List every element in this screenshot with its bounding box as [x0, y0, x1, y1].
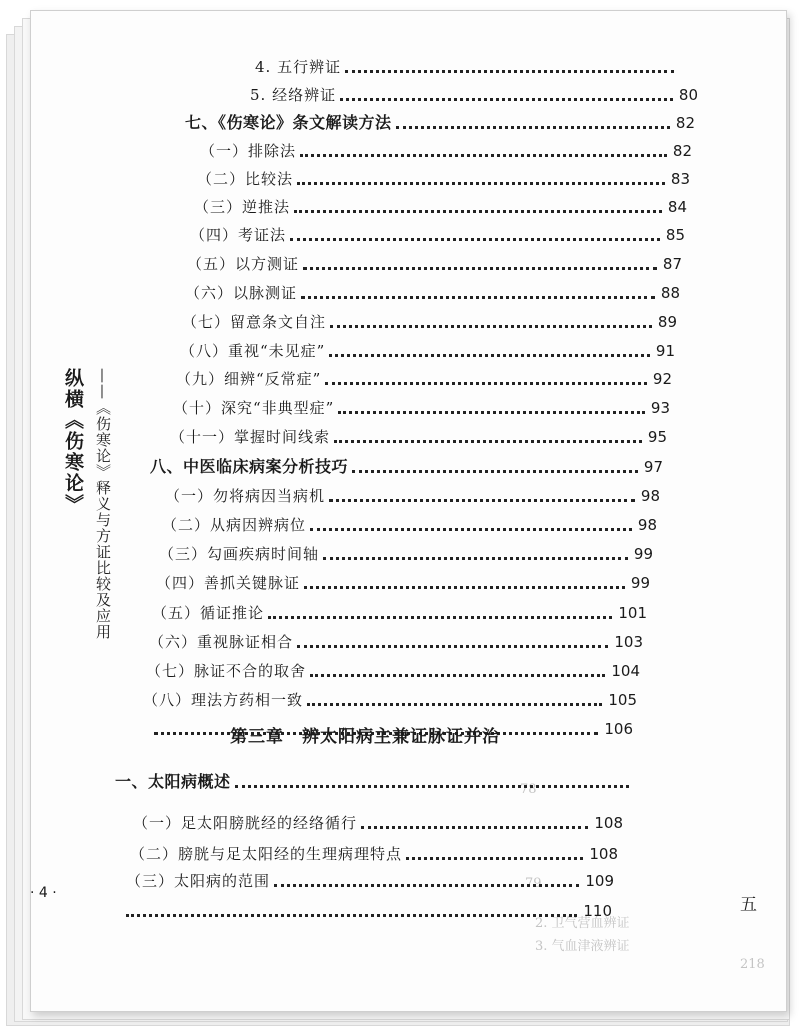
toc-entry: [250, 78, 698, 104]
toc-entry-label: （五）以方测证: [187, 255, 300, 273]
toc-entry: [146, 654, 640, 680]
toc-entry-page: 109: [585, 872, 614, 890]
dot-leader: [290, 238, 660, 241]
toc-entry-label: （二）膀胱与足太阳经的生理病理特点: [130, 845, 403, 863]
toc-entry-label: （三）勾画疾病时间轴: [159, 545, 320, 563]
toc-entry-page: 83: [670, 170, 690, 188]
toc-entry-label: 七、《伤寒论》条文解读方法: [185, 113, 392, 132]
toc-entry: [173, 391, 670, 417]
toc-entry: [194, 190, 687, 216]
toc-entry-page: 99: [633, 545, 653, 563]
toc-entry: [176, 362, 672, 388]
dot-leader: [334, 440, 642, 443]
dot-leader: [268, 616, 612, 619]
dot-leader: [301, 296, 655, 299]
toc-entry-label: （六）以脉测证: [185, 284, 298, 302]
toc-entry-label: （六）重视脉证相合: [149, 633, 294, 651]
toc-entry: [126, 864, 614, 890]
dot-leader: [126, 914, 577, 917]
dot-leader: [361, 826, 588, 829]
chapter-title: 辨太阳病主兼证脉证并治: [302, 727, 500, 747]
toc-entry: [149, 625, 643, 651]
dot-leader: [338, 411, 645, 414]
toc-entry: [162, 508, 657, 534]
bleed-through-number: 79: [525, 876, 542, 891]
toc-entry-page: 91: [655, 342, 675, 360]
toc-entry: [130, 837, 618, 863]
toc-entry: [165, 479, 660, 505]
toc-entry: [180, 334, 675, 360]
dot-leader: [325, 382, 647, 385]
toc-entry: [182, 305, 677, 331]
toc-entry-page: 88: [660, 284, 680, 302]
dot-leader: [340, 98, 673, 101]
toc-entry: [190, 218, 685, 244]
chapter-number: 第三章: [230, 727, 284, 747]
spine-subtitle: ——《伤寒论》释义与方证比较及应用: [94, 368, 112, 640]
bleed-through-number: 78: [520, 782, 537, 797]
dot-leader: [297, 645, 608, 648]
toc-entry-label: 八、中医临床病案分析技巧: [150, 457, 349, 476]
bleed-through-text: 3. 气血津液辨证: [535, 939, 630, 954]
bleed-through-text: 2. 卫气营血辨证: [535, 916, 630, 931]
toc-entry: [115, 765, 635, 791]
toc-entry: [159, 537, 653, 563]
toc-entry-label: （一）排除法: [200, 142, 297, 160]
toc-entry-label: （十一）掌握时间线索: [170, 428, 331, 446]
chapter-heading: [230, 722, 530, 747]
toc-entry: [185, 106, 695, 132]
toc-entry-label: （四）考证法: [190, 226, 287, 244]
toc-entry-label: （七）脉证不合的取舍: [146, 662, 307, 680]
toc-entry-page: 82: [672, 142, 692, 160]
toc-entry-label: （一）足太阳膀胱经的经络循行: [133, 814, 358, 832]
dot-leader: [304, 586, 625, 589]
dot-leader: [323, 557, 628, 560]
toc-entry: [150, 450, 663, 476]
toc-entry-page: 106: [604, 720, 633, 738]
toc-entry-page: 95: [647, 428, 667, 446]
toc-entry: [143, 683, 637, 709]
dot-leader: [307, 703, 602, 706]
toc-entry-label: （四）善抓关键脉证: [156, 574, 301, 592]
toc-entry-page: 84: [667, 198, 687, 216]
toc-entry-page: 103: [614, 633, 643, 651]
toc-entry-page: 108: [594, 814, 623, 832]
dot-leader: [303, 267, 657, 270]
toc-entry: [197, 162, 690, 188]
toc-entry-page: 105: [608, 691, 637, 709]
toc-entry-page: 89: [657, 313, 677, 331]
toc-entry-page: 98: [640, 487, 660, 505]
spine-main-title: 纵横《伤寒论》: [62, 368, 84, 515]
dot-leader: [274, 884, 579, 887]
toc-entry: [152, 596, 647, 622]
dot-leader: [310, 528, 632, 531]
toc-entry-page: 104: [611, 662, 640, 680]
toc-entry-page: 99: [630, 574, 650, 592]
toc-entry: [133, 806, 623, 832]
toc-entry-label: 4. 五行辨证: [255, 58, 342, 76]
dot-leader: [329, 499, 635, 502]
dot-leader: [294, 210, 662, 213]
toc-entry-label: （十）深究“非典型症”: [173, 399, 335, 417]
toc-entry-page: 80: [678, 86, 698, 104]
dot-leader: [330, 325, 652, 328]
toc-entry-page: 85: [665, 226, 685, 244]
toc-entry-label: （八）重视“未见症”: [180, 342, 326, 360]
dot-leader: [310, 674, 605, 677]
dot-leader: [300, 154, 667, 157]
toc-entry-page: 108: [589, 845, 618, 863]
toc-entry: [156, 566, 650, 592]
toc-entry-page: 101: [618, 604, 647, 622]
toc-entry-page: 92: [652, 370, 672, 388]
toc-entry: [200, 134, 692, 160]
dot-leader: [406, 857, 583, 860]
toc-entry-label: 一、太阳病概述: [115, 772, 231, 791]
toc-entry-label: （二）比较法: [197, 170, 294, 188]
dot-leader: [352, 470, 638, 473]
toc-entry-page: 110: [583, 902, 612, 920]
toc-entry-page: 97: [643, 458, 663, 476]
toc-entry: [187, 247, 682, 273]
toc-entry-label: （七）留意条文自注: [182, 313, 327, 331]
dot-leader: [345, 70, 674, 73]
dot-leader: [297, 182, 665, 185]
toc-entry-label: 5. 经络辨证: [250, 86, 337, 104]
toc-entry-label: （三）太阳病的范围: [126, 872, 271, 890]
toc-entry: [255, 50, 680, 76]
toc-entry-page: 98: [637, 516, 657, 534]
toc-entry-label: （八）理法方药相一致: [143, 691, 304, 709]
dot-leader: [235, 785, 629, 788]
toc-entry-page: 82: [675, 114, 695, 132]
toc-entry: [170, 420, 667, 446]
bleed-through-number: 218: [740, 957, 765, 972]
toc-entry-label: （九）细辨“反常症”: [176, 370, 322, 388]
toc-entry-label: （二）从病因辨病位: [162, 516, 307, 534]
right-page-number: 五: [740, 895, 757, 915]
toc-entry-label: （三）逆推法: [194, 198, 291, 216]
dot-leader: [396, 126, 670, 129]
left-page-number: · 4 ·: [30, 885, 57, 901]
toc-entry: [122, 894, 612, 920]
dot-leader: [329, 354, 650, 357]
toc-entry-page: 87: [662, 255, 682, 273]
toc-entry-page: 93: [650, 399, 670, 417]
toc-entry: [185, 276, 680, 302]
toc-entry-label: （一）勿将病因当病机: [165, 487, 326, 505]
toc-entry-label: （五）循证推论: [152, 604, 265, 622]
